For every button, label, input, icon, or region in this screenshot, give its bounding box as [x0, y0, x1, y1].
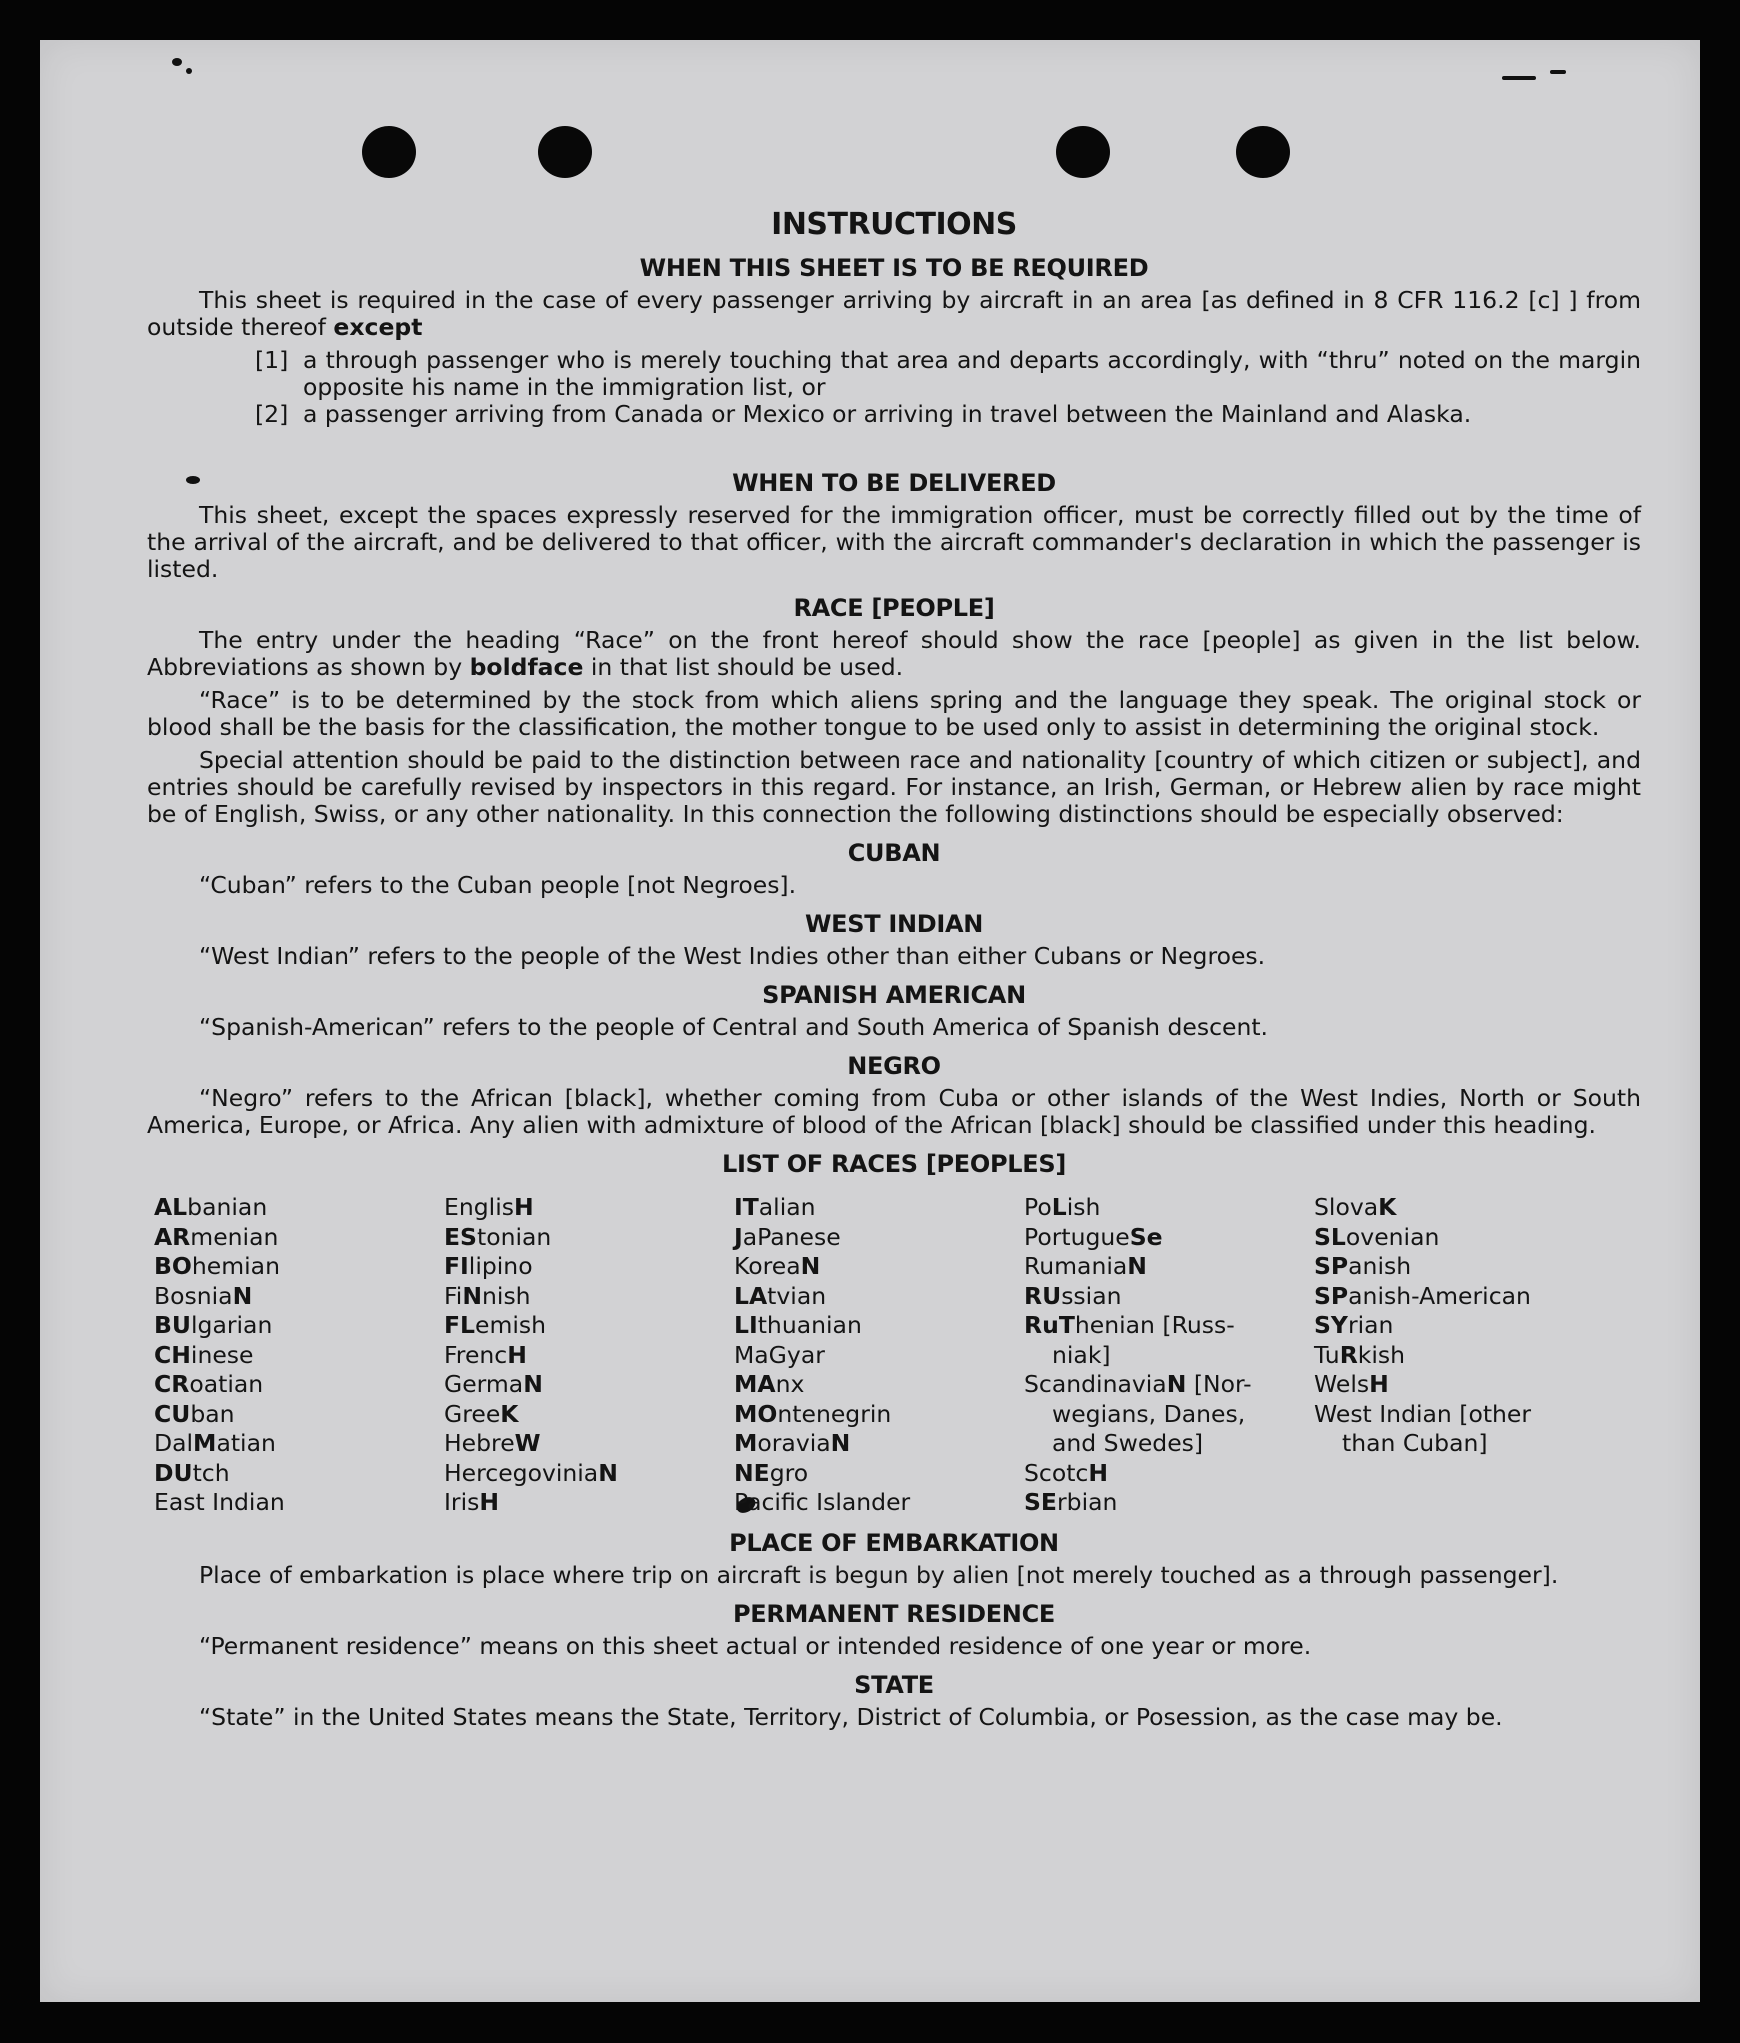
- race-entry: EStonian: [444, 1222, 552, 1251]
- race-entry: wegians, Danes,: [1052, 1399, 1246, 1428]
- heading-state: STATE: [854, 1670, 934, 1699]
- race-entry: RumaniaN: [1024, 1252, 1147, 1280]
- race-entry: FLemish: [444, 1311, 547, 1339]
- page-title: INSTRUCTIONS: [771, 207, 1017, 242]
- race-entry: LAtvian: [734, 1281, 827, 1310]
- heading-spanish-american: SPANISH AMERICAN: [762, 981, 1026, 1009]
- race-entry: PortugueSe: [1024, 1222, 1163, 1251]
- race-entry: WelsH: [1314, 1370, 1389, 1398]
- race-entry: PoLish: [1024, 1193, 1101, 1221]
- race-entry: and Swedes]: [1052, 1429, 1204, 1457]
- races-column: [444, 1193, 734, 1518]
- race-entry: MaGyar: [734, 1340, 825, 1369]
- instructions-content: [147, 165, 1641, 1737]
- race-entry: NEgro: [734, 1458, 809, 1487]
- race-entry: RUssian: [1024, 1281, 1122, 1310]
- west-indian-text: “West Indian” refers to the people of the West Indies other than either Cubans or Negroes.: [199, 942, 1266, 970]
- race-entry: CRoatian: [154, 1370, 264, 1398]
- race-entry: ALbanian: [154, 1193, 268, 1221]
- race-entry: than Cuban]: [1342, 1429, 1488, 1457]
- race-entry: JaPanese: [734, 1222, 841, 1251]
- race-entry: BUlgarian: [154, 1311, 273, 1339]
- state-text: “State” in the United States means the State, Territory, District of Columbia, or Posession, as the case may be.: [199, 1702, 1503, 1731]
- race-entry: SlovaK: [1314, 1193, 1397, 1221]
- ink-speck: [172, 58, 182, 66]
- race-entry: FIlipino: [444, 1252, 533, 1280]
- cuban-text: “Cuban” refers to the Cuban people [not Negroes].: [199, 871, 797, 899]
- race-entry: SYrian: [1314, 1311, 1394, 1339]
- race-entry: MoraviaN: [734, 1429, 851, 1457]
- race-entry: ScandinaviaN [Nor-: [1024, 1370, 1252, 1398]
- ink-mark: [1502, 76, 1536, 80]
- race-entry: ScotcH: [1024, 1458, 1109, 1487]
- race-entry: FrencH: [444, 1340, 527, 1369]
- race-entry: ARmenian: [154, 1222, 279, 1251]
- race-entry: LIthuanian: [734, 1311, 862, 1339]
- race-entry: IrisH: [444, 1488, 500, 1516]
- races-list: [154, 1193, 1641, 1518]
- race-entry: HercegoviniaN: [444, 1458, 618, 1487]
- race-entry: DalMatian: [154, 1429, 276, 1457]
- race-entry: DUtch: [154, 1458, 230, 1487]
- races-column: [734, 1193, 1024, 1518]
- race-paragraph-2: “Race” is to be determined by the stock from which aliens spring and the language they speak. The original stock or blood shall be the basis for the classification, the mother tongue to be used only to assist in determining the original stock.: [147, 686, 1641, 741]
- heading-negro: NEGRO: [847, 1052, 941, 1080]
- race-entry: FiNnish: [444, 1281, 531, 1310]
- race-entry: CHinese: [154, 1340, 254, 1369]
- race-entry: ITalian: [734, 1193, 816, 1221]
- document-sheet: [40, 40, 1700, 2002]
- race-entry: HebreW: [444, 1429, 541, 1457]
- heading-required: WHEN THIS SHEET IS TO BE REQUIRED: [639, 254, 1149, 282]
- race-entry: East Indian: [154, 1488, 285, 1516]
- required-item-1: [1] a through passenger who is merely touching that area and departs accordingly, with “thru” noted on the margin opposite his name in the immigration list, or: [255, 346, 1641, 401]
- race-entry: CUban: [154, 1399, 235, 1428]
- required-item-2: [2] a passenger arriving from Canada or Mexico or arriving in travel between the Mainland and Alaska.: [255, 400, 1472, 428]
- race-entry: Pacific Islander: [734, 1488, 911, 1516]
- race-paragraph-3: Special attention should be paid to the distinction between race and nationality [country of which citizen or subject], and entries should be carefully revised by inspectors in this regard. For instance, an Irish, German, or Hebrew alien by race might be of English, Swiss, or any other nationality. In this connection the following distinctions should be especially observed:: [147, 746, 1641, 828]
- race-entry: RuThenian [Russ-: [1024, 1311, 1235, 1339]
- race-entry: KoreaN: [734, 1252, 821, 1280]
- race-entry: TuRkish: [1314, 1340, 1406, 1369]
- race-entry: SLovenian: [1314, 1222, 1440, 1251]
- race-entry: GermaN: [444, 1370, 543, 1398]
- race-entry: SErbian: [1024, 1488, 1118, 1516]
- ink-speck: [186, 68, 192, 74]
- races-column: [1024, 1193, 1314, 1518]
- race-paragraph-1: The entry under the heading “Race” on the front hereof should show the race [people] as given in the list below. Abbreviations as shown by boldface in that list should be used.: [147, 626, 1641, 681]
- race-entry: BosniaN: [154, 1281, 253, 1310]
- race-entry: MAnx: [734, 1370, 805, 1398]
- race-entry: EnglisH: [444, 1193, 534, 1221]
- race-entry: SPanish: [1314, 1252, 1412, 1280]
- ink-mark: [1550, 70, 1566, 74]
- race-entry: GreeK: [444, 1399, 519, 1428]
- race-entry: BOhemian: [154, 1252, 280, 1280]
- race-entry: West Indian [other: [1314, 1399, 1532, 1428]
- race-entry: MOntenegrin: [734, 1399, 892, 1428]
- heading-cuban: CUBAN: [847, 839, 941, 867]
- race-entry: niak]: [1052, 1340, 1111, 1369]
- heading-west-indian: WEST INDIAN: [804, 910, 984, 938]
- heading-residence: PERMANENT RESIDENCE: [732, 1599, 1055, 1628]
- delivered-text: This sheet, except the spaces expressly reserved for the immigration officer, must be correctly filled out by the time of the arrival of the aircraft, and be delivered to that officer, with the aircraft commander's declaration in which the passenger is listed.: [147, 501, 1641, 583]
- race-entry: SPanish-American: [1314, 1281, 1531, 1310]
- races-column: [1314, 1193, 1604, 1518]
- heading-list-of-races: LIST OF RACES [PEOPLES]: [721, 1150, 1067, 1178]
- spanish-american-text: “Spanish-American” refers to the people of Central and South America of Spanish descent.: [199, 1013, 1269, 1041]
- embarkation-text: Place of embarkation is place where trip on aircraft is begun by alien [not merely touched as a through passenger].: [199, 1560, 1559, 1589]
- heading-embarkation: PLACE OF EMBARKATION: [729, 1528, 1059, 1557]
- required-intro: This sheet is required in the case of every passenger arriving by aircraft in an area [as defined in 8 CFR 116.2 [c] ] from outside thereof except: [147, 286, 1641, 341]
- races-column: [154, 1193, 444, 1518]
- heading-race: RACE [PEOPLE]: [793, 594, 995, 622]
- heading-delivered: WHEN TO BE DELIVERED: [732, 469, 1056, 497]
- residence-text: “Permanent residence” means on this sheet actual or intended residence of one year or more.: [199, 1631, 1312, 1660]
- negro-text: “Negro” refers to the African [black], whether coming from Cuba or other islands of the West Indies, North or South America, Europe, or Africa. Any alien with admixture of blood of the African [black] should be classified under this heading.: [147, 1084, 1641, 1139]
